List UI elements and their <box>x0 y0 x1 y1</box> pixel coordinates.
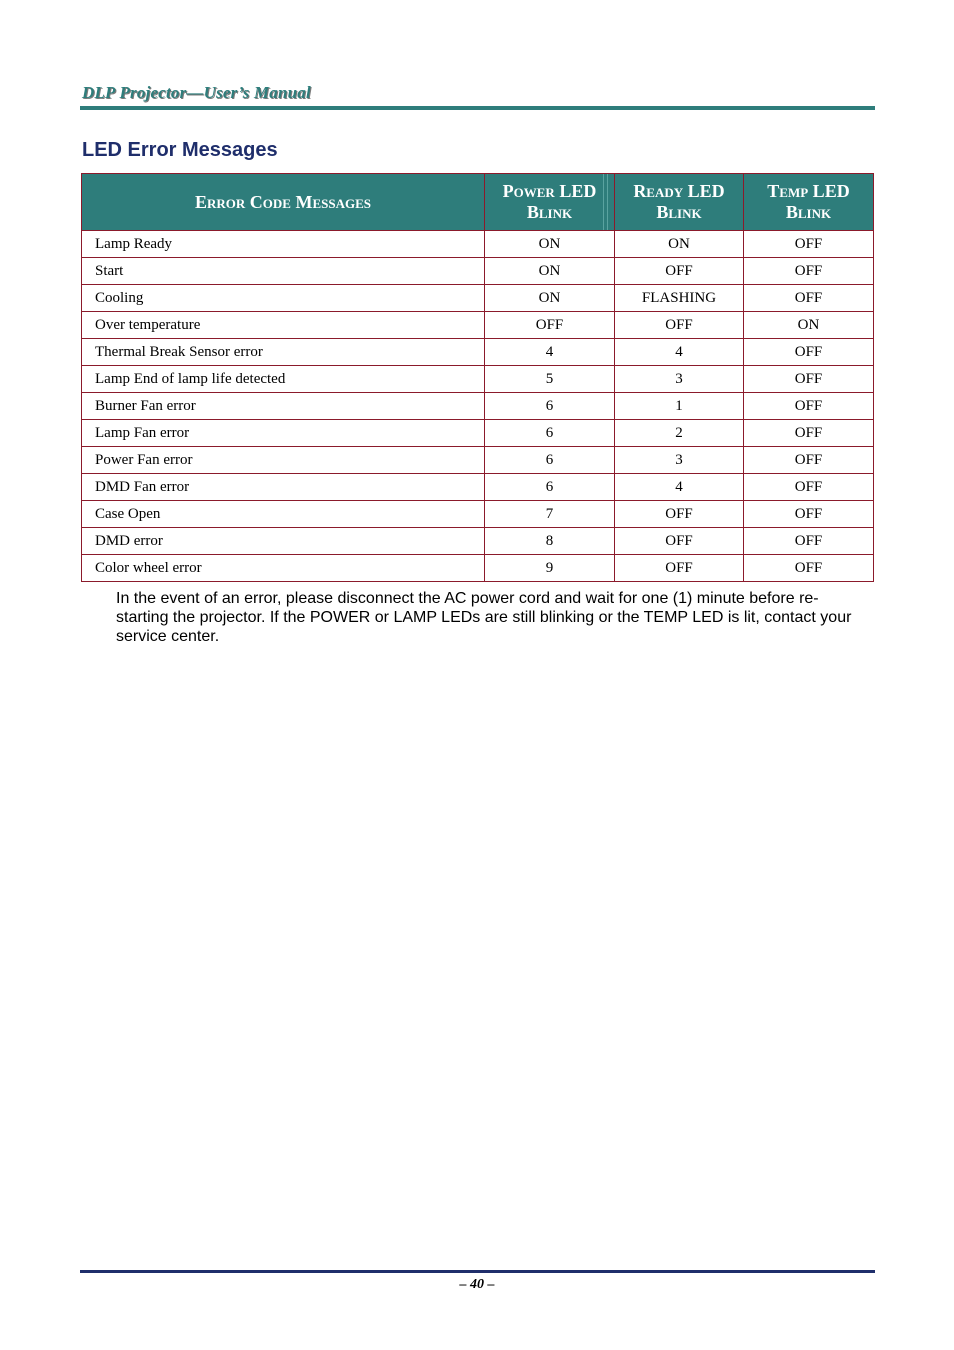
power-led-cell: ON <box>485 258 615 285</box>
ready-led-cell: ON <box>615 231 744 258</box>
power-led-cell: 9 <box>485 555 615 582</box>
ready-led-cell: OFF <box>615 312 744 339</box>
error-message-cell: Lamp Fan error <box>82 420 485 447</box>
ready-led-cell: OFF <box>615 555 744 582</box>
header-ready-led-blink: Ready LED Blink <box>615 174 744 231</box>
temp-led-cell: OFF <box>744 339 874 366</box>
error-message-cell: Start <box>82 258 485 285</box>
table-row <box>82 447 874 474</box>
table-row <box>82 555 874 582</box>
section-title: LED Error Messages <box>82 139 278 161</box>
error-message-cell: Case Open <box>82 501 485 528</box>
footer-rule <box>80 1270 875 1273</box>
temp-led-cell: OFF <box>744 474 874 501</box>
table-header-row <box>82 174 874 231</box>
ready-led-cell: 4 <box>615 339 744 366</box>
header-temp-led-blink: Temp LED Blink <box>744 174 874 231</box>
error-message-cell: Burner Fan error <box>82 393 485 420</box>
header-error-code-messages: Error Code Messages <box>82 174 485 231</box>
table-row <box>82 285 874 312</box>
header-rule <box>80 106 875 110</box>
table-row <box>82 528 874 555</box>
power-led-cell: 6 <box>485 474 615 501</box>
error-message-cell: Color wheel error <box>82 555 485 582</box>
led-error-table <box>81 173 874 582</box>
table-row <box>82 312 874 339</box>
ready-led-cell: OFF <box>615 258 744 285</box>
header-power-led-blink: Power LED Blink <box>485 174 615 231</box>
temp-led-cell: OFF <box>744 501 874 528</box>
table-row <box>82 393 874 420</box>
temp-led-cell: OFF <box>744 447 874 474</box>
page-number: – 40 – <box>459 1277 495 1292</box>
error-message-cell: Lamp End of lamp life detected <box>82 366 485 393</box>
temp-led-cell: OFF <box>744 393 874 420</box>
power-led-cell: ON <box>485 285 615 312</box>
error-message-cell: Cooling <box>82 285 485 312</box>
error-message-cell: Power Fan error <box>82 447 485 474</box>
error-message-cell: Lamp Ready <box>82 231 485 258</box>
temp-led-cell: ON <box>744 312 874 339</box>
temp-led-cell: OFF <box>744 528 874 555</box>
error-message-cell: DMD error <box>82 528 485 555</box>
temp-led-cell: OFF <box>744 258 874 285</box>
error-note-paragraph: In the event of an error, please disconnect the AC power cord and wait for one (1) minute before re-starting the projector. If the POWER or LAMP LEDs are still blinking or the TEMP LED is lit, contact your service center. <box>116 590 852 645</box>
temp-led-cell: OFF <box>744 285 874 312</box>
power-led-cell: 8 <box>485 528 615 555</box>
temp-led-cell: OFF <box>744 231 874 258</box>
table-row <box>82 501 874 528</box>
power-led-cell: 6 <box>485 393 615 420</box>
table-row <box>82 474 874 501</box>
manual-title: DLP Projector—User’s Manual <box>82 83 311 102</box>
power-led-cell: ON <box>485 231 615 258</box>
power-led-cell: 6 <box>485 447 615 474</box>
temp-led-cell: OFF <box>744 420 874 447</box>
table-row <box>82 366 874 393</box>
table-row <box>82 258 874 285</box>
temp-led-cell: OFF <box>744 366 874 393</box>
temp-led-cell: OFF <box>744 555 874 582</box>
table-row <box>82 339 874 366</box>
ready-led-cell: 3 <box>615 366 744 393</box>
ready-led-cell: 1 <box>615 393 744 420</box>
power-led-cell: 4 <box>485 339 615 366</box>
error-message-cell: Over temperature <box>82 312 485 339</box>
ready-led-cell: OFF <box>615 528 744 555</box>
ready-led-cell: 3 <box>615 447 744 474</box>
ready-led-cell: 2 <box>615 420 744 447</box>
power-led-cell: 5 <box>485 366 615 393</box>
power-led-cell: 7 <box>485 501 615 528</box>
error-message-cell: DMD Fan error <box>82 474 485 501</box>
table-row <box>82 231 874 258</box>
error-message-cell: Thermal Break Sensor error <box>82 339 485 366</box>
power-led-cell: 6 <box>485 420 615 447</box>
ready-led-cell: 4 <box>615 474 744 501</box>
power-led-cell: OFF <box>485 312 615 339</box>
table-row <box>82 420 874 447</box>
ready-led-cell: FLASHING <box>615 285 744 312</box>
ready-led-cell: OFF <box>615 501 744 528</box>
